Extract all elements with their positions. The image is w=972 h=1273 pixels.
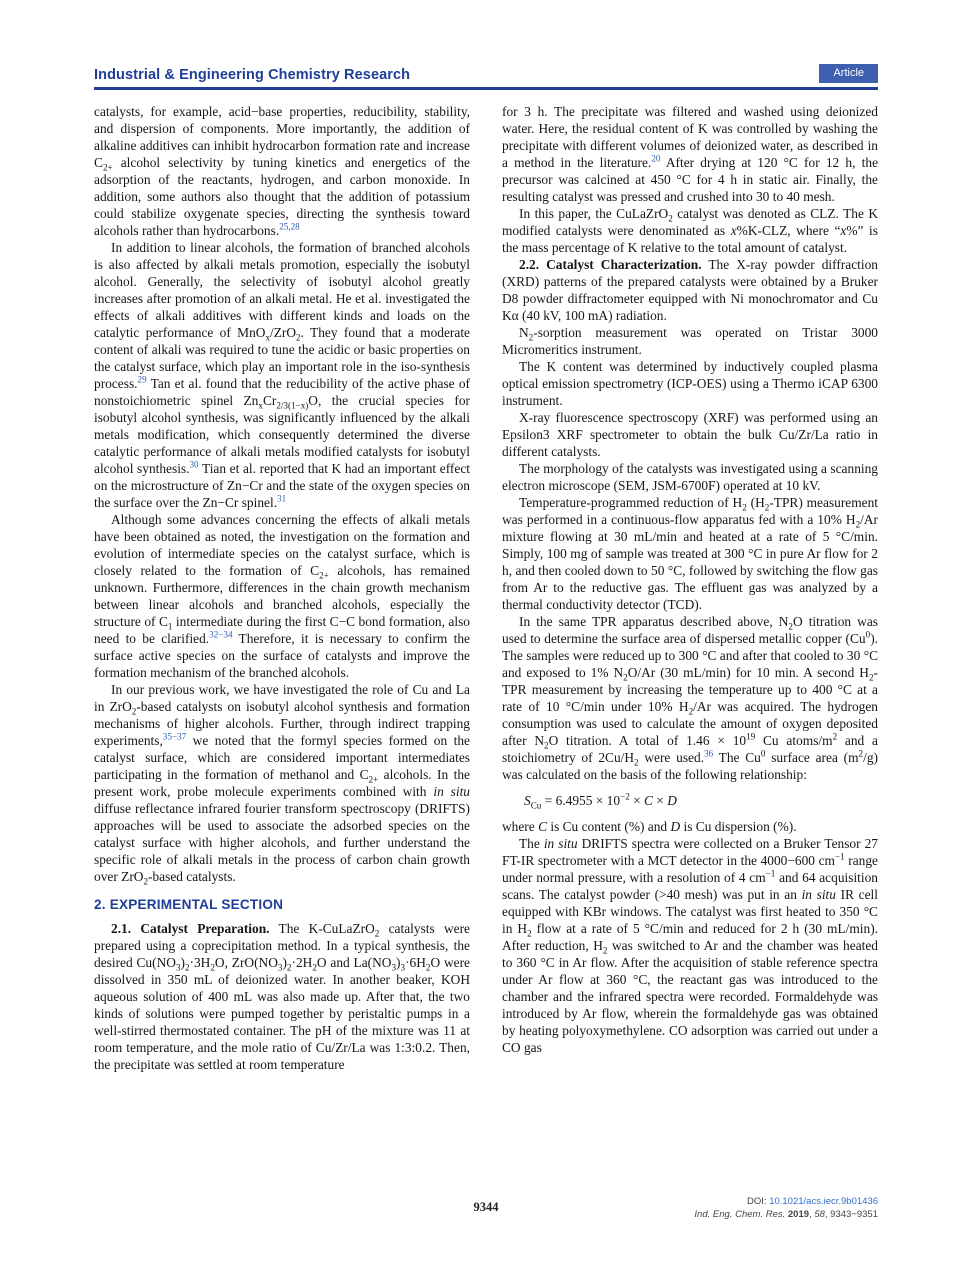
paragraph: where C is Cu content (%) and D is Cu dispersion (%).	[502, 818, 797, 834]
doi-line	[694, 1196, 878, 1209]
paragraph: The K content was determined by inductively coupled plasma optical emission spectrometry (ICP-OES) using a Thermo iCAP 6300 instrument.	[502, 358, 878, 408]
doi-link[interactable]: 10.1021/acs.iecr.9b01436	[769, 1196, 878, 1207]
paragraph: In our previous work, we have investigated the role of Cu and La in ZrO$_2$-based catalysts on isobutyl alcohol synthesis and formation mechanisms of higher alcohols. Further, through indirect trapping experiments,$^{35-37}$ we noted that the formyl species formed on the catalyst surface, which are considered important intermediates participating in the formation of methanol and $C_{2+}$ alcohols. In the present work, probe molecule experiments combined with in situ diffuse reflectance infrared fourier transform spectroscopy (DRIFTS) approaches will be used to associate the adsorbed species on the catalyst surface with higher alcohols, and further understand the specific role of alkali metals in the process of carbon chain growth over ZrO$_2$-based catalysts.	[94, 681, 470, 887]
article-type-badge: Article	[819, 64, 878, 83]
page-content	[94, 64, 878, 1073]
paragraph: The morphology of the catalysts was investigated using a scanning electron microscope (SEM, JSM-6700F) operated at 10 kV.	[502, 460, 878, 493]
left-column	[94, 103, 470, 1073]
section-heading-experimental: 2. EXPERIMENTAL SECTION	[94, 896, 284, 912]
doi-label: DOI:	[747, 1196, 770, 1207]
paragraph: 2.1. Catalyst Preparation. The K-CuLaZrO$_2$ catalysts were prepared using a coprecipitation method. In a typical synthesis, the desired $Cu(NO_3)_2\cdot 3H_2O$, $ZrO(NO_3)_2\cdot 2H_2O$ and $La(NO_3)_3\cdot 6H_2O$ were dissolved in 350 mL of deionized water. In another beaker, KOH aqueous solution of 400 mL was also made up. After that, the two kinds of solutions were pumped together by peristaltic pumps in a well-stirred thermostated container. The pH of the mixture was 11 at room temperature, and the mole ratio of Cu/Zr/La was 1:3:0.2. Then, the precipitate was settled at room temperature	[94, 920, 471, 1072]
footer-citation-block	[694, 1196, 878, 1221]
paragraph: $N_2$-sorption measurement was operated on Tristar 3000 Micromeritics instrument.	[502, 324, 878, 357]
paragraph: X-ray fluorescence spectroscopy (XRF) was performed using an Epsilon3 XRF spectrometer to obtain the bulk Cu/Zr/La ratio in different catalysts.	[502, 409, 878, 459]
header-divider	[94, 87, 878, 90]
paragraph: In this paper, the CuLaZrO$_2$ catalyst was denoted as CLZ. The K modified catalysts were denominated as x%K-CLZ, where “x%” is the mass percentage of K relative to the total amount of catalyst.	[502, 205, 878, 255]
citation-line: Ind. Eng. Chem. Res. 2019, 58, 9343−9351	[694, 1208, 878, 1220]
right-column	[502, 103, 878, 1073]
paragraph: Temperature-programmed reduction of $H_2$ $(H_2-TPR)$ measurement was performed in a continuous-flow apparatus fed with a 10% $H_2/Ar$ mixture flowing at 30 mL/min and heated at a rate of 5 °C/min. Simply, 100 mg of sample was treated at 300 °C in pure Ar flow for 2 h, and then cooled down to 50 °C, followed by switching the flow gas from Ar to the reductive gas. The effluent gas was analyzed by a thermal conductivity detector (TCD).	[502, 494, 879, 612]
paragraph: Although some advances concerning the effects of alkali metals have been obtained as noted, the investigation on the formation and evolution of intermediate species on the catalyst surface, which is closely related to the formation of $C_{2+}$ alcohols, has remained unknown. Furthermore, differences in the chain growth mechanism between linear alcohols and branched alcohols, especially the structure of $C_1$ intermediate during the first C−C bond formation, also need to be clarified.$^{32-34}$ Therefore, it is necessary to confirm the surface active species on the surface of catalysts and improve the formation mechanism of the branched alcohols.	[94, 511, 470, 680]
paragraph: The in situ DRIFTS spectra were collected on a Bruker Tensor 27 FT-IR spectrometer with a MCT detector in the 4000−600 $cm^{-1}$ range under normal pressure, with a resolution of 4 $cm^{-1}$ and 64 acquisition scans. The catalyst powder (>40 mesh) was put in an in situ IR cell equipped with KBr windows. The catalyst was first heated to 350 °C in $H_2$ flow at a rate of 5 °C/min and reduced for 2 h (30 mL/min). After reduction, $H_2$ was switched to Ar and the chamber was heated to 360 °C in Ar flow. After the acquisition of stable reference spectra under Ar flow at 360 °C, the reactant gas was introduced to the chamber and the infrared spectra were recorded. Formaldehyde was introduced by Ar flow, wherein the formaldehyde gas was obtained by heating polyoxymethylene. CO adsorption was carried out under a CO gas	[502, 835, 879, 1055]
equation-cu-surface-area: $S_{Cu} = 6.4955 \times 10^{-2} \times C \times D$	[524, 791, 677, 811]
page-header	[94, 64, 878, 83]
paragraph: for 3 h. The precipitate was filtered and washed using deionized water. Here, the residual content of K was controlled by washing the precipitate with different volumes of deionized water, as described in a method in the literature.$^{20}$ After drying at 120 °C for 12 h, the precursor was calcined at 450 °C for 4 h in static air. Finally, the resulting catalyst was pressed and crushed into 30 to 40 mesh.	[502, 103, 879, 204]
paragraph: 2.2. Catalyst Characterization. The X-ray powder diffraction (XRD) patterns of the prepared catalysts were obtained by a Bruker D8 powder diffractometer equipped with Ni monochromator and Cu Kα (40 kV, 100 mA) radiation.	[502, 256, 878, 323]
paragraph: catalysts, for example, acid−base properties, reducibility, stability, and dispersion of components. More importantly, the addition of alkaline additives can inhibit hydrocarbon formation rate and increase $C_{2+}$ alcohol selectivity by tuning kinetics and energetics of the adsorption of the reactants, hydrogen, and carbon monoxide. In addition, some authors also thought that the addition of potassium could stabilize oxygenate species, directing the synthesis toward alcohols rather than hydrocarbons.$^{25,28}$	[94, 103, 470, 238]
paragraph: In addition to linear alcohols, the formation of branched alcohols is also affected by alkali metals promotion, especially the isobutyl alcohol. Generally, the selectivity of isobutyl alcohol greatly increases after promotion of an alkali metal. He et al. investigated the effects of alkali additives with different kinds and loads on the catalytic performance of MnO$_x$/ZrO$_2$. They found that a moderate content of alkali was required to tune the acidic or basic properties on the catalyst surface, which play an important role in the iso-synthesis process.$^{29}$ Tan et al. found that the reducibility of the active phase of nonstoichiometric spinel $Zn_xCr_{2/3(1-x)}O$, the crucial species for isobutyl alcohol synthesis, was significantly influenced by the alkali metals modification, which consequently determined the diverse catalytic performance of alkali metals modified catalysts for isobutyl alcohol synthesis.$^{30}$ Tian et al. reported that K had an important effect on the microstructure of Zn−Cr and the state of the oxygen species on the surface over the Zn−Cr spinel.$^{31}$	[94, 239, 471, 510]
page-number: 9344	[473, 1200, 499, 1214]
journal-title: Industrial & Engineering Chemistry Research	[94, 67, 411, 83]
two-column-body	[94, 103, 878, 1073]
paragraph: In the same TPR apparatus described above, $N_2O$ titration was used to determine the surface area of dispersed metallic copper (Cu$^0$). The samples were reduced up to 300 °C and after that cooled to 30 °C and exposed to 1% $N_2O/Ar$ (30 mL/min) for 10 min. A second $H_2$-TPR measurement by increasing the temperature up to 400 °C at a rate of 10 °C/min under 10% $H_2/Ar$ was acquired. The hydrogen consumption was used to calculate the amount of oxygen deposited after $N_2O$ titration. A total of $1.46 \times 10^{19}$ Cu atoms/$m^2$ and a stoichiometry of $2Cu/H_2$ were used.$^{36}$ The Cu$^0$ surface area $(m^2/g)$ was calculated on the basis of the following relationship:	[502, 613, 878, 782]
